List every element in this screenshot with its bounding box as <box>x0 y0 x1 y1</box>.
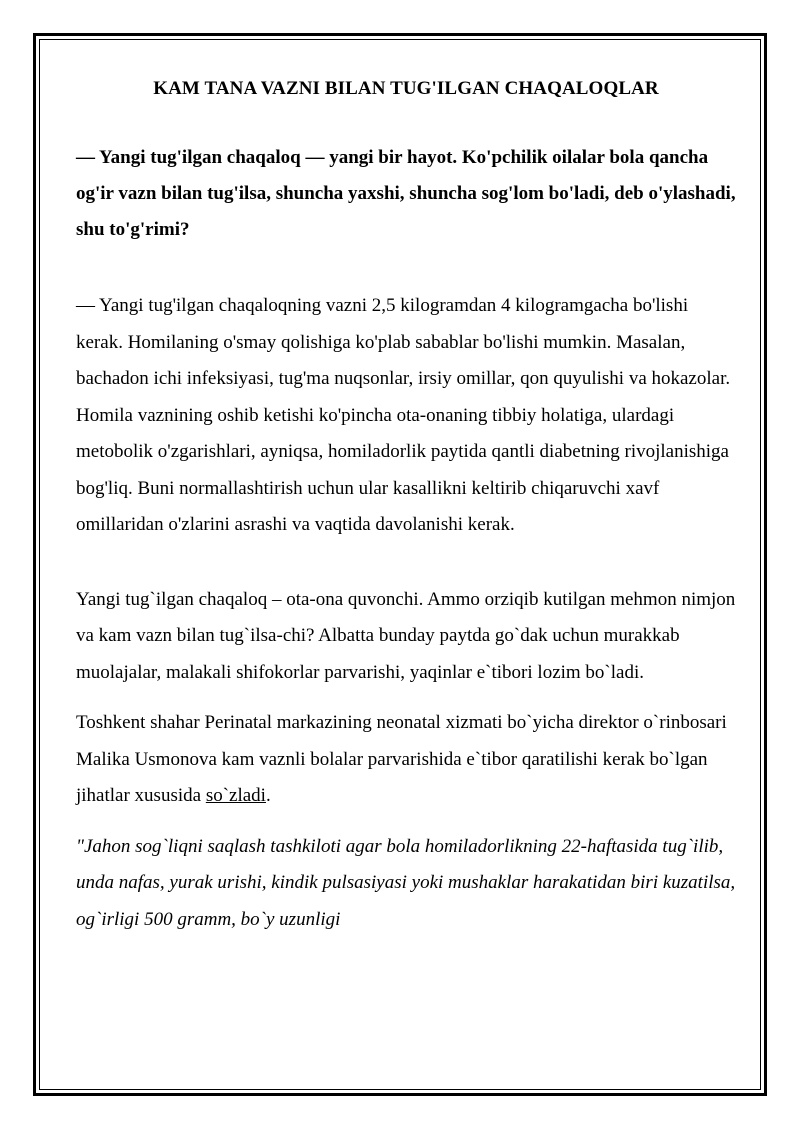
interview-answer: — Yangi tug'ilgan chaqaloqning vazni 2,5 kilogramdan 4 kilogramgacha bo'lishi kerak. Homilaning o'smay qolishiga ko'plab sabablar bo'lishi mumkin. Masalan, bachadon ichi infeksiyasi, tug'ma nuqsonlar, irsiy omillar, qon quyulishi va hokazolar. Homila vaznining oshib ketishi ko'pincha ota-onaning tibbiy holatiga, ulardagi metobolik o'zgarishlari, ayniqsa, homiladorlik paytida qantli diabetning rivojlanishiga bog'liq. Buni normallashtirish uchun ular kasallikni keltirib chiqaruvchi xavf omillaridan o'zlarini asrashi va vaqtida davolanishi kerak. <box>76 295 731 535</box>
paragraph-speaker-text: Toshkent shahar Perinatal markazining neonatal xizmati bo`yicha direktor o`rinbosari Malika Usmonova kam vaznli bolalar parvarishida e`tibor qaratilishi kerak bo`lgan jihatlar xususida <box>76 712 727 806</box>
paragraph-speaker <box>76 705 736 815</box>
paragraph-intro: Yangi tug`ilgan chaqaloq – ota-ona quvonchi. Ammo orziqib kutilgan mehmon nimjon va kam vazn bilan tug`ilsa-chi? Albatta bunday paytda go`dak uchun murakkab muolajalar, malakali shifokorlar parvarishi, yaqinlar e`tibori lozim bo`ladi. <box>76 588 736 683</box>
source-link[interactable]: so`zladi <box>205 785 266 806</box>
paragraph-speaker-end: . <box>265 785 271 806</box>
document-title: KAM TANA VAZNI BILAN TUG'ILGAN CHAQALOQLAR <box>153 78 659 99</box>
document-body <box>76 70 736 938</box>
quote-paragraph: "Jahon sog`liqni saqlash tashkiloti agar bola homiladorlikning 22-haftasida tug`ilib, unda nafas, yurak urishi, kindik pulsasiyasi yoki mushaklar harakatidan biri kuzatilsa, og`irligi 500 gramm, bo`y uzunligi <box>76 835 736 930</box>
interview-question: — Yangi tug'ilgan chaqaloq — yangi bir hayot. Ko'pchilik oilalar bola qancha og'ir vazn bilan tug'ilsa, shuncha yaxshi, shuncha sog'lom bo'ladi, deb o'ylashadi, shu to'g'rimi? <box>76 147 736 240</box>
